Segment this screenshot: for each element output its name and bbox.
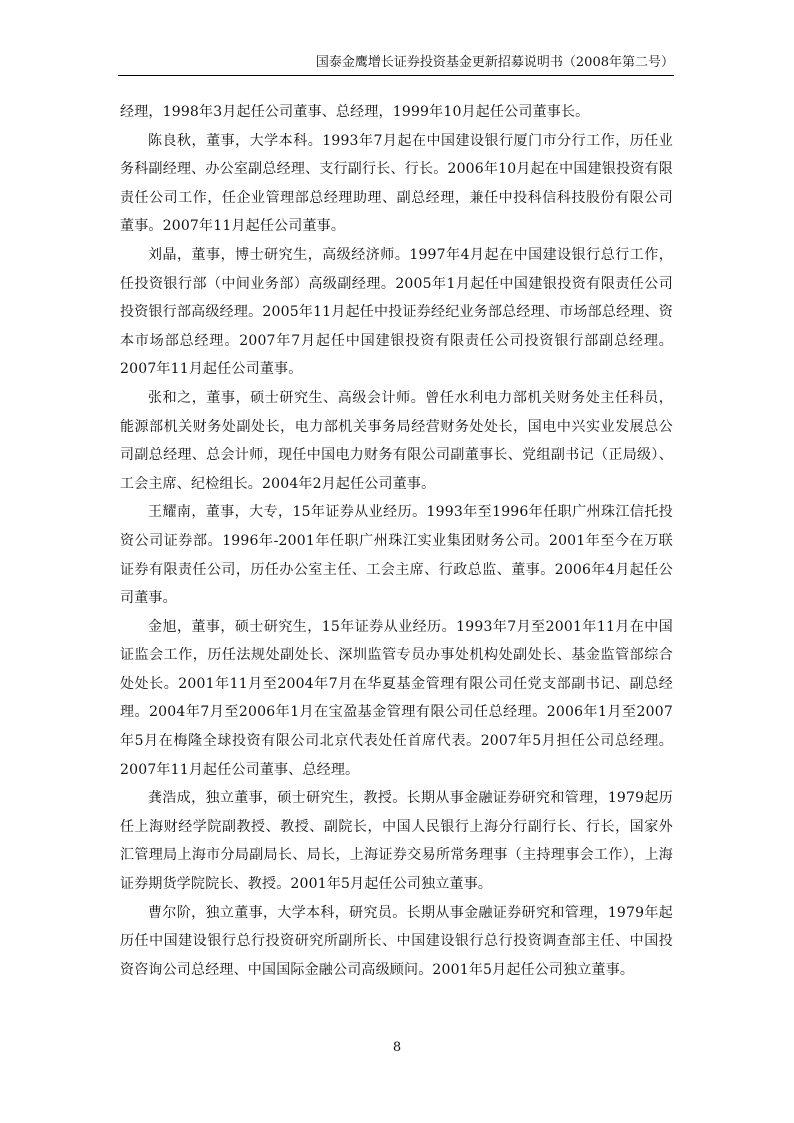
running-header: 国泰金鹰增长证券投资基金更新招募说明书（2008年第二号） [315,55,674,70]
document-body [120,98,673,984]
paragraph-wang-yaonan: 王耀南，董事，大专，15年证券从业经历。1993年至1996年任职广州珠江信托投资公司证券部。1996年-2001年任职广州珠江实业集团财务公司。2001年至今在万联证券有限责任公司，历任办公室主任、工会主席、行政总监、董事。2006年4月起任公司董事。 [120,504,673,607]
paragraph-zhang-hezhi: 张和之，董事，硕士研究生、高级会计师。曾任水利电力部机关财务处主任科员，能源部机关财务处副处长，电力部机关事务局经营财务处处长，国电中兴实业发展总公司副总经理、总会计师，现任中国电力财务有限公司副董事长、党组副书记（正局级）、工会主席、纪检组长。2004年2月起任公司董事。 [120,389,673,492]
paragraph-jin-xu: 金旭，董事，硕士研究生，15年证券从业经历。1993年7月至2001年11月在中国证监会工作，历任法规处副处长、深圳监管专员办事处机构处副处长、基金监管部综合处处长。2001年11月至2004年7月在华夏基金管理有限公司任党支部副书记、副总经理。2004年7月至2006年1月在宝盈基金管理有限公司任总经理。2006年1月至2007年5月在梅隆全球投资有限公司北京代表处任首席代表。2007年5月担任公司总经理。2007年11月起任公司董事、总经理。 [120,618,673,778]
paragraph-continuation: 经理，1998年3月起任公司董事、总经理，1999年10月起任公司董事长。 [120,104,590,120]
page-number: 8 [392,1040,402,1055]
paragraph-chen-liangqiu: 陈良秋，董事，大学本科。1993年7月起在中国建设银行厦门市分行工作，历任业务科副经理、办公室副总经理、支行副行长、行长。2006年10月起在中国建银投资有限责任公司工作，任企业管理部总经理助理、副总经理，兼任中投科信科技股份有限公司董事。2007年11月起任公司董事。 [120,132,673,235]
paragraph-cao-erjie: 曹尔阶，独立董事，大学本科，研究员。长期从事金融证券研究和管理，1979年起历任中国建设银行总行投资研究所副所长、中国建设银行总行投资调查部主任、中国投资咨询公司总经理、中国国际金融公司高级顾问。2001年5月起任公司独立董事。 [120,904,673,978]
paragraph-gong-haocheng: 龚浩成，独立董事，硕士研究生，教授。长期从事金融证券研究和管理，1979起历任上海财经学院副教授、教授、副院长，中国人民银行上海分行副行长、行长，国家外汇管理局上海市分局副局长、局长，上海证券交易所常务理事（主持理事会工作），上海证券期货学院院长、教授。2001年5月起任公司独立董事。 [120,790,673,893]
paragraph-liu-jing: 刘晶，董事，博士研究生，高级经济师。1997年4月起在中国建设银行总行工作，任投资银行部（中间业务部）高级副经理。2005年1月起任中国建银投资有限责任公司投资银行部高级经理。2005年11月起任中投证券经纪业务部总经理、市场部总经理、资本市场部总经理。2007年7月起任中国建银投资有限责任公司投资银行部副总经理。2007年11月起任公司董事。 [120,246,673,378]
header-rule [118,75,674,76]
